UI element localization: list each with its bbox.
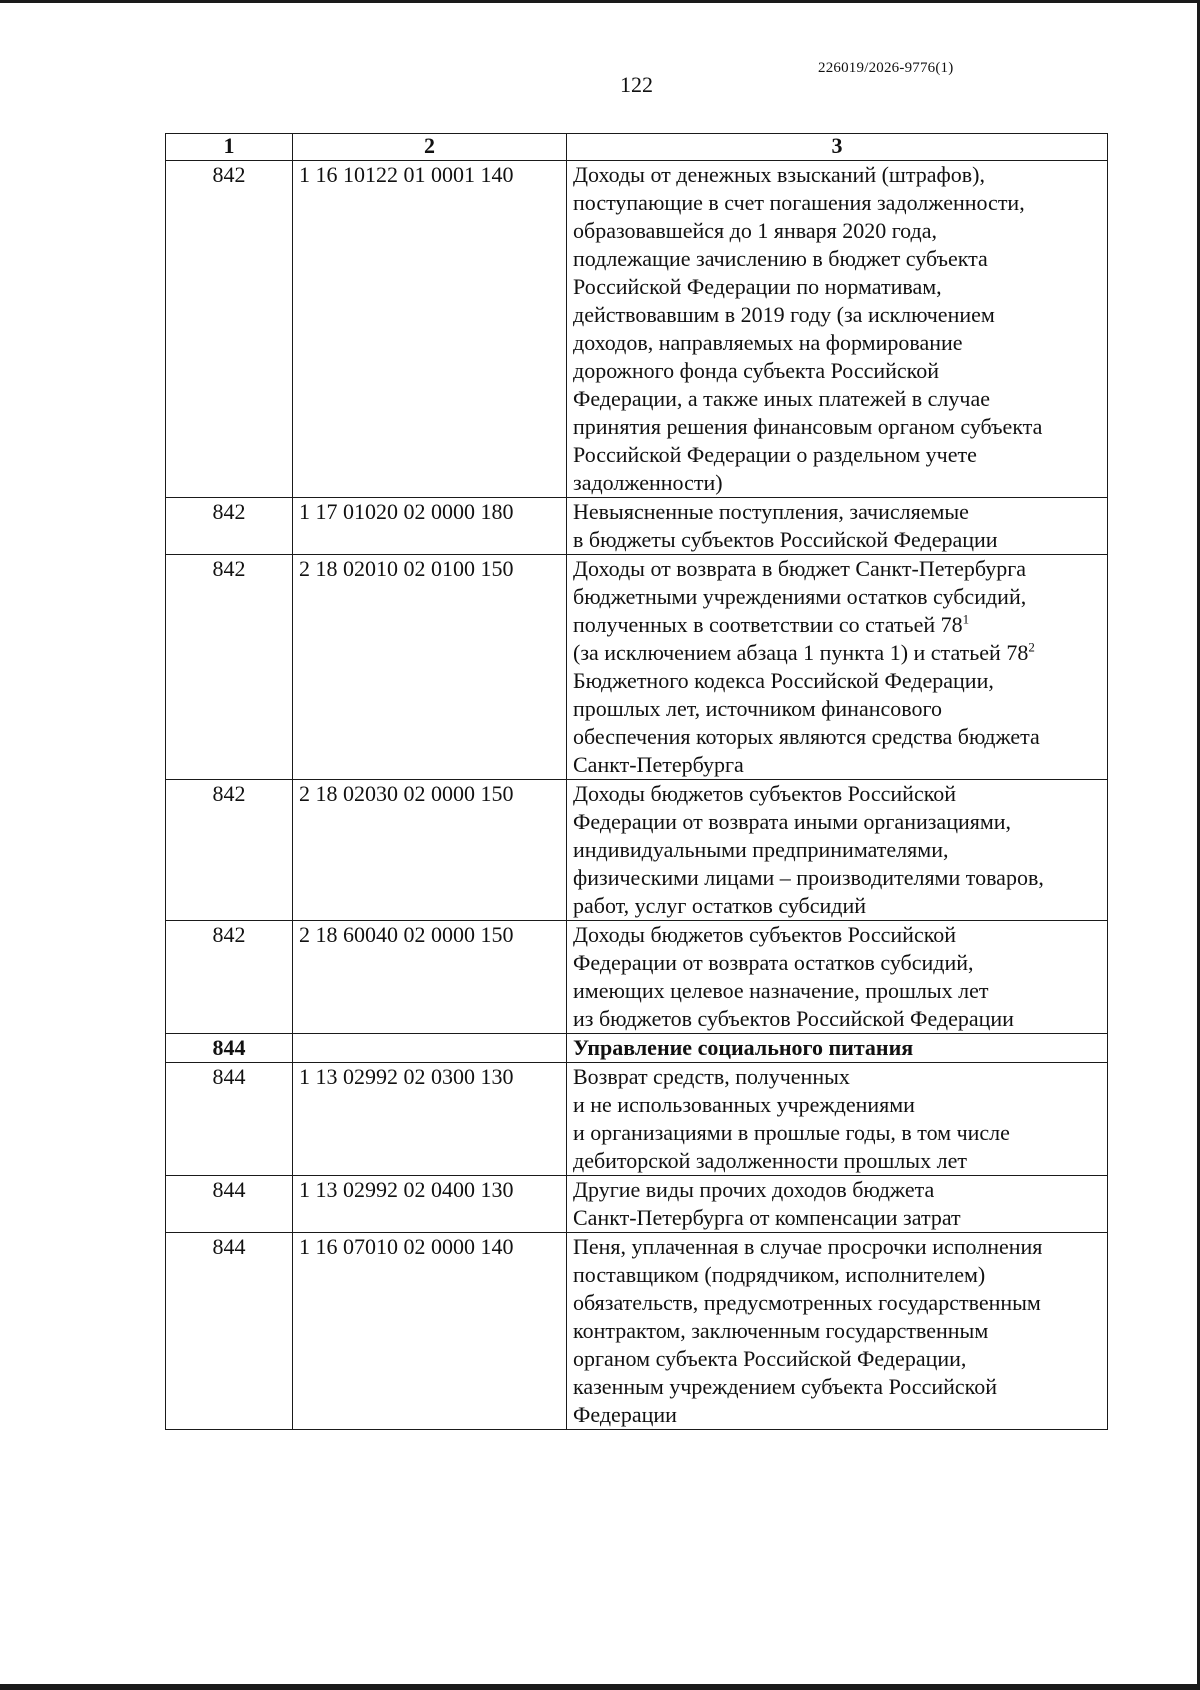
description-line-text: Доходы бюджетов субъектов Российской	[573, 922, 957, 947]
description-line	[573, 667, 1101, 695]
description-line-text: Возврат средств, полученных	[573, 1064, 850, 1089]
description-line	[573, 329, 1101, 357]
budget-code-cell	[293, 1034, 567, 1063]
description-line-text: дорожного фонда субъекта Российской	[573, 358, 940, 383]
article-superscript: 1	[962, 611, 970, 627]
table-row	[166, 161, 1108, 498]
description-line	[573, 808, 1101, 836]
table-row	[166, 921, 1108, 1034]
description-line-text: доходов, направляемых на формирование	[573, 330, 963, 355]
description-line-text: контрактом, заключенным государственным	[573, 1318, 989, 1343]
description-line	[573, 1401, 1101, 1429]
description-line-text: и организациями в прошлые годы, в том числе	[573, 1120, 1010, 1145]
description-line	[573, 1373, 1101, 1401]
budget-code-cell: 1 17 01020 02 0000 180	[293, 498, 567, 555]
admin-code-cell: 842	[166, 780, 293, 921]
description-line	[573, 1345, 1101, 1373]
budget-code-cell: 1 16 07010 02 0000 140	[293, 1233, 567, 1430]
description-line-text: физическими лицами – производителями товаров,	[573, 865, 1044, 890]
admin-code-cell: 842	[166, 498, 293, 555]
admin-code-cell: 844	[166, 1034, 293, 1063]
description-line	[573, 864, 1101, 892]
description-line-text: бюджетными учреждениями остатков субсидий,	[573, 584, 1027, 609]
description-line	[573, 273, 1101, 301]
description-line-text: Невыясненные поступления, зачисляемые	[573, 499, 969, 524]
revenue-codes-table	[165, 133, 1108, 1430]
description-line-text: Федерации, а также иных платежей в случае	[573, 386, 991, 411]
table-body	[166, 161, 1108, 1430]
document-code: 226019/2026-9776(1)	[818, 60, 954, 76]
column-header-1: 1	[166, 134, 293, 161]
description-line	[573, 977, 1101, 1005]
description-line	[573, 555, 1101, 583]
description-line-text: обеспечения которых являются средства бюджета	[573, 724, 1040, 749]
description-line	[573, 1147, 1101, 1175]
description-line	[573, 385, 1101, 413]
budget-code-cell: 2 18 02010 02 0100 150	[293, 555, 567, 780]
description-line	[573, 413, 1101, 441]
description-cell	[567, 1034, 1108, 1063]
description-line-text: Российской Федерации по нормативам,	[573, 274, 942, 299]
description-line	[573, 1176, 1101, 1204]
table-row	[166, 1034, 1108, 1063]
column-header-3: 3	[567, 134, 1108, 161]
description-cell	[567, 1176, 1108, 1233]
description-line	[573, 921, 1101, 949]
description-line-text: подлежащие зачислению в бюджет субъекта	[573, 246, 988, 271]
description-line-text: органом субъекта Российской Федерации,	[573, 1346, 967, 1371]
admin-code-cell: 842	[166, 555, 293, 780]
description-line-text: обязательств, предусмотренных государственным	[573, 1290, 1041, 1315]
description-line-text: индивидуальными предпринимателями,	[573, 837, 949, 862]
table-row	[166, 780, 1108, 921]
description-line	[573, 1091, 1101, 1119]
budget-code-cell: 2 18 02030 02 0000 150	[293, 780, 567, 921]
budget-code-cell: 1 13 02992 02 0300 130	[293, 1063, 567, 1176]
admin-code-cell: 842	[166, 921, 293, 1034]
description-line-text: образовавшейся до 1 января 2020 года,	[573, 218, 937, 243]
description-line-text: Доходы бюджетов субъектов Российской	[573, 781, 957, 806]
description-line	[573, 1233, 1101, 1261]
description-line-text: Федерации	[573, 1402, 677, 1427]
description-line-text: Доходы от денежных взысканий (штрафов),	[573, 162, 985, 187]
description-line-text: Другие виды прочих доходов бюджета	[573, 1177, 935, 1202]
description-line-text: Доходы от возврата в бюджет Санкт-Петербурга	[573, 556, 1027, 581]
description-line-text: поступающие в счет погашения задолженности,	[573, 190, 1025, 215]
description-line	[573, 780, 1101, 808]
description-line	[573, 1119, 1101, 1147]
budget-code-cell: 1 16 10122 01 0001 140	[293, 161, 567, 498]
description-line	[573, 245, 1101, 273]
description-line-text: задолженности)	[573, 470, 723, 495]
scan-edge-top	[0, 0, 1200, 3]
table-row	[166, 1063, 1108, 1176]
description-line-text: в бюджеты субъектов Российской Федерации	[573, 527, 998, 552]
description-line	[573, 639, 1101, 667]
admin-code-cell: 844	[166, 1063, 293, 1176]
description-cell	[567, 161, 1108, 498]
description-line	[573, 1317, 1101, 1345]
description-line	[573, 695, 1101, 723]
description-line-text: действовавшим в 2019 году (за исключением	[573, 302, 995, 327]
description-line	[573, 751, 1101, 779]
description-line	[573, 469, 1101, 497]
description-line	[573, 1261, 1101, 1289]
description-line-text: прошлых лет, источником финансового	[573, 696, 942, 721]
description-line-text: полученных в соответствии со статьей 78	[573, 612, 963, 637]
description-line-text: и не использованных учреждениями	[573, 1092, 915, 1117]
description-cell	[567, 780, 1108, 921]
description-cell	[567, 921, 1108, 1034]
description-line	[573, 217, 1101, 245]
description-line	[573, 441, 1101, 469]
description-line-text: дебиторской задолженности прошлых лет	[573, 1148, 967, 1173]
table-row	[166, 555, 1108, 780]
description-line-text: Федерации от возврата иными организациями,	[573, 809, 1012, 834]
description-line-text: работ, услуг остатков субсидий	[573, 893, 867, 918]
description-line-text: из бюджетов субъектов Российской Федерации	[573, 1006, 1014, 1031]
budget-code-cell: 2 18 60040 02 0000 150	[293, 921, 567, 1034]
description-line-text: имеющих целевое назначение, прошлых лет	[573, 978, 989, 1003]
description-cell	[567, 555, 1108, 780]
admin-code-cell: 844	[166, 1176, 293, 1233]
article-superscript: 2	[1028, 639, 1035, 655]
description-line	[573, 892, 1101, 920]
table-row	[166, 1233, 1108, 1430]
description-line	[573, 1204, 1101, 1232]
table-row	[166, 1176, 1108, 1233]
description-line-text: Пеня, уплаченная в случае просрочки исполнения	[573, 1234, 1043, 1259]
description-line-text: Российской Федерации о раздельном учете	[573, 442, 977, 467]
description-line	[573, 949, 1101, 977]
description-line	[573, 1005, 1101, 1033]
description-line	[573, 357, 1101, 385]
description-line	[573, 161, 1101, 189]
description-cell	[567, 1063, 1108, 1176]
scan-edge-bottom	[0, 1684, 1200, 1690]
page-number: 122	[620, 72, 653, 97]
column-header-2: 2	[293, 134, 567, 161]
admin-code-cell: 844	[166, 1233, 293, 1430]
description-line-text: (за исключением абзаца 1 пункта 1) и статьей 78	[573, 640, 1029, 665]
description-line-text: Санкт-Петербурга	[573, 752, 744, 777]
table-row	[166, 498, 1108, 555]
description-line	[573, 301, 1101, 329]
description-line-text: принятия решения финансовым органом субъекта	[573, 414, 1043, 439]
description-line-text: поставщиком (подрядчиком, исполнителем)	[573, 1262, 986, 1287]
description-line-text: Управление социального питания	[573, 1035, 914, 1060]
description-line	[573, 723, 1101, 751]
budget-code-cell: 1 13 02992 02 0400 130	[293, 1176, 567, 1233]
description-line	[573, 583, 1101, 611]
description-line	[573, 1289, 1101, 1317]
description-line-text: казенным учреждением субъекта Российской	[573, 1374, 997, 1399]
description-line	[573, 189, 1101, 217]
description-line	[573, 1063, 1101, 1091]
description-line	[573, 498, 1101, 526]
description-line-text: Федерации от возврата остатков субсидий,	[573, 950, 974, 975]
description-line-text: Санкт-Петербурга от компенсации затрат	[573, 1205, 961, 1230]
description-cell	[567, 1233, 1108, 1430]
description-line	[573, 1034, 1101, 1062]
admin-code-cell: 842	[166, 161, 293, 498]
description-line-text: Бюджетного кодекса Российской Федерации,	[573, 668, 994, 693]
description-cell	[567, 498, 1108, 555]
table-header-row	[166, 134, 1108, 161]
description-line	[573, 836, 1101, 864]
description-line	[573, 526, 1101, 554]
description-line	[573, 611, 1101, 639]
